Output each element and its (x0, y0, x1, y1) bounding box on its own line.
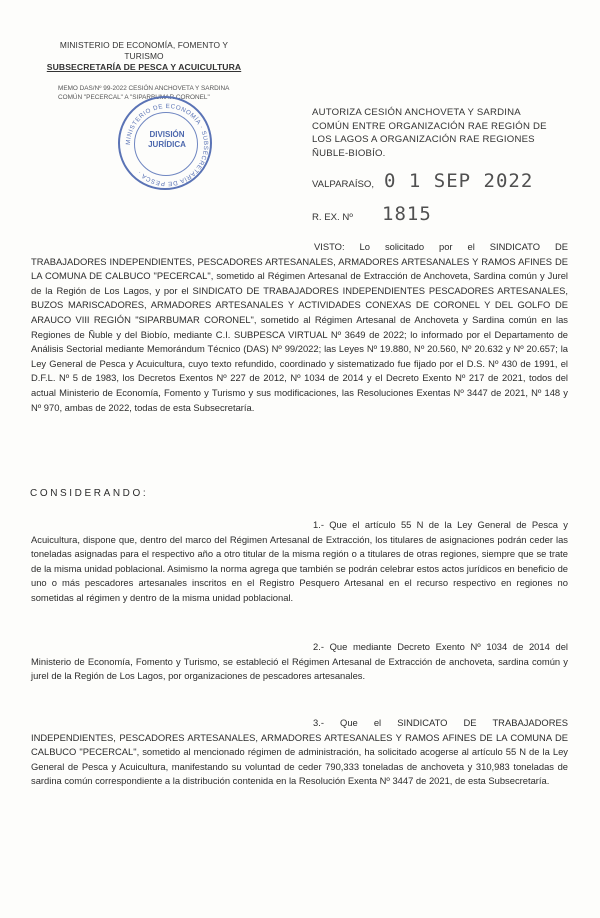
resolution-title: AUTORIZA CESIÓN ANCHOVETA Y SARDINA COMÚN ENTRE ORGANIZACIÓN RAE REGIÓN DE LOS LAGOS A ORGANIZACIÓN RAE REGIONES ÑUBLE-BIOBÍO. (312, 107, 547, 159)
considerando-2 (31, 640, 568, 684)
considerando-1 (31, 518, 568, 606)
rex-label: R. EX. Nº (312, 212, 353, 223)
considerando-3-text: 3.- Que el SINDICATO DE TRABAJADORES INDEPENDIENTES, PESCADORES ARTESANALES, ARMADORES ARTESANALES Y RAMOS AFINES DE LA COMUNA DE CALBUCO "PECERCAL", sometido al mencionado régimen de administración, ha solicitado acogerse al artículo 55 N de la Ley General de Pesca y Acuicultura, manifestando su voluntad de ceder 790,333 toneladas de anchoveta y 310,983 toneladas de sardina común correspondiente a la distribución contenida en la Resolución Exenta Nº 3447 de 2021, de esta Subsecretaría. (31, 717, 568, 787)
visto-text: VISTO: Lo solicitado por el SINDICATO DE TRABAJADORES INDEPENDIENTES, PESCADORES ARTESANALES, ARMADORES ARTESANALES Y RAMOS AFINES DE LA COMUNA DE CALBUCO "PECERCAL", sometido al Régimen Artesanal de Extracción de Anchoveta, Sardina común y Jurel de la Región de Los Lagos, y por el SINDICATO DE TRABAJADORES INDEPENDIENTES PESCADORES ARTESANALES, BUZOS MARISCADORES, ARMADORES ARTESANALES Y ACTIVIDADES CONEXAS DE CORONEL Y DEL GOLFO DE ARAUCO VIII REGIÓN "SIPARBUMAR CORONEL", sometido al Régimen Artesanal de Anchoveta y Sardina común en las Regiones de Ñuble y del Biobío, mediante C.I. SUBPESCA VIRTUAL Nº 3649 de 2022; lo informado por el Departamento de Análisis Sectorial mediante Memorándum Técnico (DAS) Nº 99/2022; las Leyes Nº 19.880, Nº 20.560, Nº 20.632 y Nº 20.657; la Ley General de Pesca y Acuicultura, cuyo texto refundido, coordinado y sistematizado fue fijado por el D.S. Nº 430 de 1991, el D.F.L. Nº 5 de 1983, los Decretos Exentos Nº 227 de 2012, Nº 1034 de 2014 y el Decreto Exento Nº 217 de 2021, todos del actual Ministerio de Economía, Fomento y Turismo y sus modificaciones, las Resoluciones Exentas Nº 3447 de 2021, Nº 148 y Nº 970, ambas de 2022, todas de esta Subsecretaría. (31, 241, 568, 413)
stamp-line-2: JURÍDICA (148, 140, 186, 149)
visto-paragraph (31, 240, 568, 415)
considerando-2-text: 2.- Que mediante Decreto Exento Nº 1034 de 2014 del Ministerio de Economía, Fomento y Turismo, se estableció el Régimen Artesanal de Extracción de anchoveta, sardina común y jurel de la Región de Los Lagos, por organizaciones de pescadores artesanales. (31, 641, 568, 682)
place-label: VALPARAÍSO, (312, 179, 375, 190)
memo-line-2: COMÚN "PECERCAL" A "SIPARBUMAR CORONEL" (58, 94, 210, 101)
considerando-1-text: 1.- Que el artículo 55 N de la Ley General de Pesca y Acuicultura, dispone que, dentro del marco del Régimen Artesanal de Extracción, los titulares de asignaciones podrán ceder las toneladas asignadas para el respectivo año a otro titular de la misma región o a titulares de otras regiones, siempre que se trate de la misma unidad poblacional. Asimismo la norma agrega que también se podrán celebrar estos actos jurídicos en beneficio de uno o más pescadores artesanales inscritos en el Registro Pesquero Artesanal en el recurso respectivo en regiones no sometidas al régimen y dentro de la misma unidad poblacional. (31, 519, 568, 603)
stamp-label (120, 130, 214, 150)
ministry-line-2: TURISMO (124, 51, 164, 61)
stamp-ring-text: MINISTERIO DE ECONOMÍA · SUBSECRETARÍA DE PESCA · (124, 102, 210, 188)
memo-line-1: MEMO DAS/Nº 99-2022 CESIÓN ANCHOVETA Y SARDINA (58, 85, 230, 92)
considerando-heading: CONSIDERANDO: (30, 488, 149, 499)
considerando-3 (31, 716, 568, 789)
division-juridica-stamp (118, 96, 212, 190)
letterhead (30, 40, 258, 73)
subsecretaria-name: SUBSECRETARÍA DE PESCA Y ACUICULTURA (46, 62, 242, 72)
stamp-line-1: DIVISIÓN (149, 130, 185, 139)
rex-number: 1815 (382, 203, 432, 225)
ministry-line-1: MINISTERIO DE ECONOMÍA, FOMENTO Y (59, 40, 229, 50)
date-stamp: 0 1 SEP 2022 (384, 170, 534, 192)
